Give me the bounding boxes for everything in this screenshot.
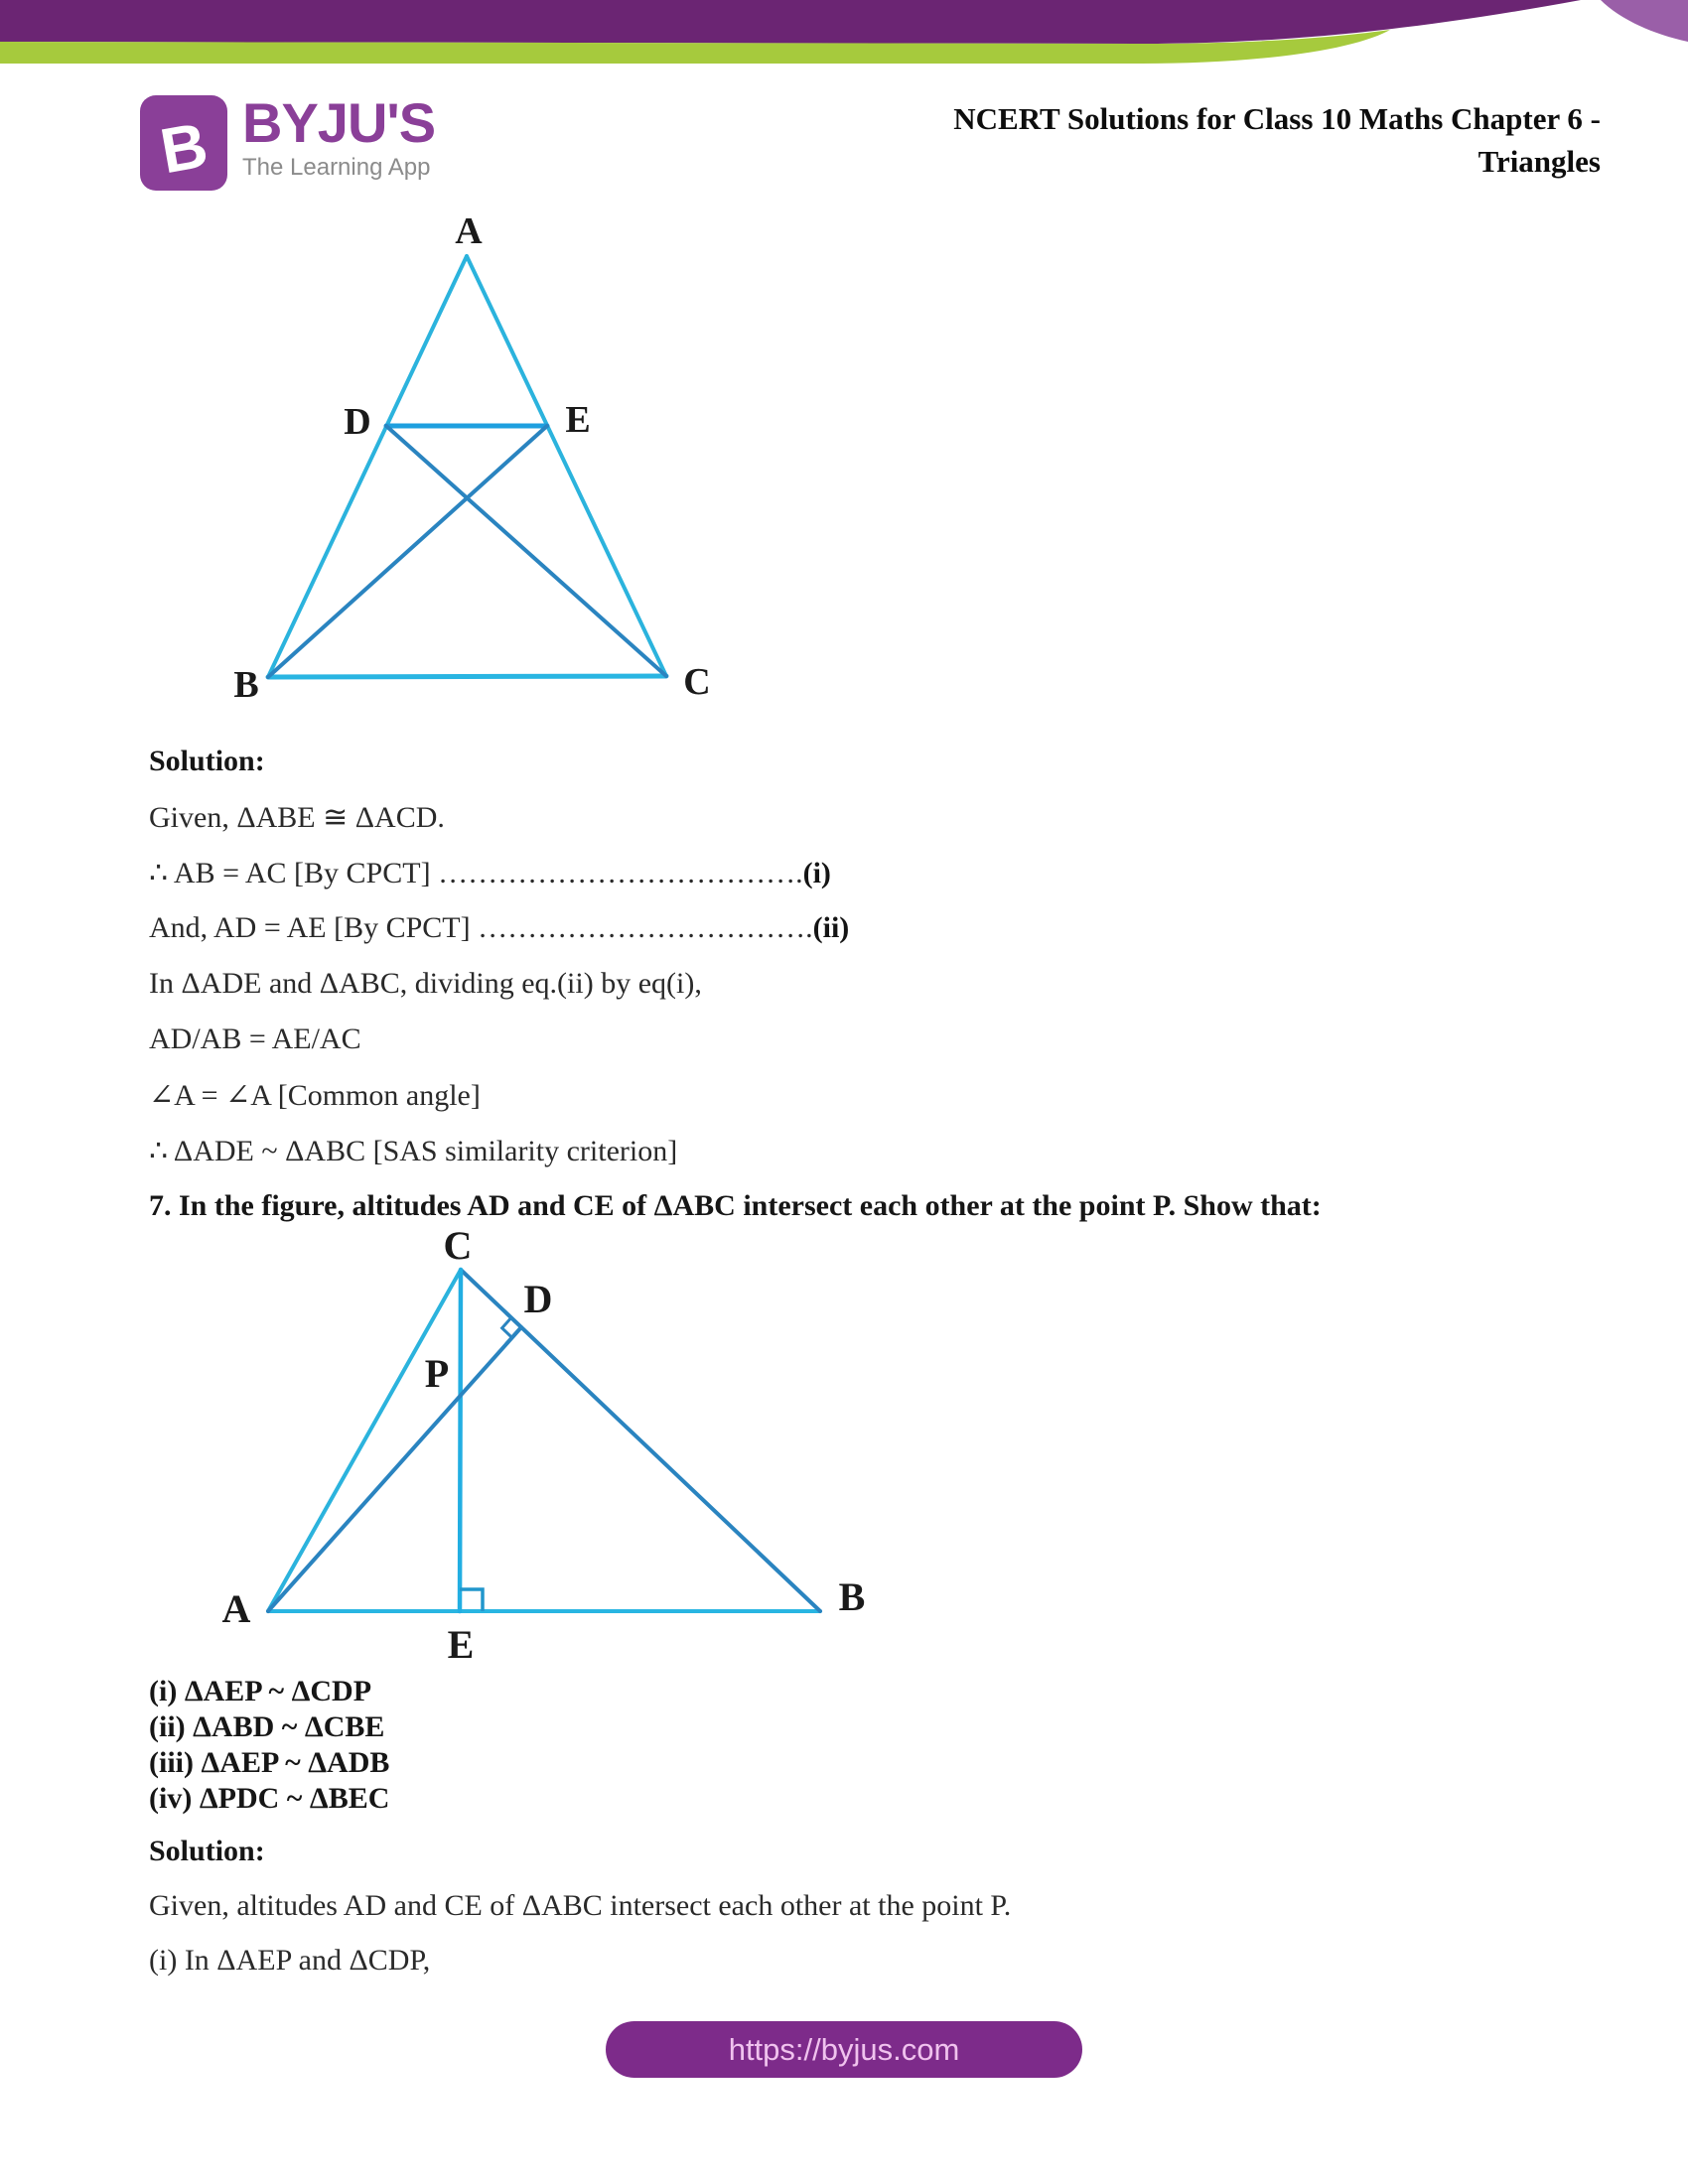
byjus-logo-icon — [139, 94, 228, 192]
solution2-heading: Solution: — [149, 1835, 265, 1867]
byjus-url-label: https://byjus.com — [728, 2031, 960, 2067]
document-title-line1: NCERT Solutions for Class 10 Maths Chapter 6 - — [953, 101, 1601, 136]
logo-tagline: The Learning App — [242, 154, 431, 181]
figure2-side-AC — [268, 1270, 461, 1611]
figure2-label-P: P — [424, 1351, 450, 1396]
figure2-right-angle-mark-D — [502, 1317, 512, 1337]
byjus-logo — [139, 91, 436, 192]
solution1-line-ab-equals-ac — [149, 856, 831, 890]
figure2-label-C: C — [443, 1231, 473, 1268]
question7-part-iv: (iv) ΔPDC ~ ΔBEC — [149, 1782, 390, 1815]
figure1-label-E: E — [565, 399, 591, 441]
solution1-line-dividing: In ΔADE and ΔABC, dividing eq.(ii) by eq(i), — [149, 967, 702, 1000]
figure1-label-A: A — [455, 210, 483, 252]
figure1-label-D: D — [344, 401, 371, 443]
figure2-right-angle-mark-E — [460, 1589, 483, 1611]
figure2-label-D: D — [523, 1277, 553, 1321]
document-title — [953, 97, 1601, 183]
figure2-label-A: A — [221, 1586, 251, 1631]
figure2-label-B: B — [838, 1574, 866, 1619]
figure1-side-BC — [268, 676, 666, 677]
line-i-ref: (i) — [802, 857, 831, 889]
question7-part-iii: (iii) ΔAEP ~ ΔADB — [149, 1746, 390, 1779]
solution1-line-common-angle: ∠A = ∠A [Common angle] — [149, 1079, 481, 1112]
logo-wordmark: BYJU'S — [242, 91, 436, 154]
figure1-label-B: B — [233, 664, 259, 706]
solution1-line-ratio: AD/AB = AE/AC — [149, 1023, 361, 1055]
header-wave-purple-light — [1601, 0, 1688, 42]
figure1-side-AB — [268, 256, 467, 677]
solution2-line-given: Given, altitudes AD and CE of ΔABC intersect each other at the point P. — [149, 1889, 1012, 1922]
solution1-line-ad-equals-ae — [149, 911, 849, 945]
line-i-text: ∴ AB = AC [By CPCT] — [149, 857, 439, 889]
question7-part-i: (i) ΔAEP ~ ΔCDP — [149, 1675, 372, 1707]
question7-text: 7. In the figure, altitudes AD and CE of ΔABC intersect each other at the point P. Show that: — [149, 1189, 1322, 1222]
logo-text-block — [242, 91, 436, 182]
figure2-altitude-CE — [460, 1270, 461, 1611]
figure1-side-AC — [467, 256, 666, 676]
figure1-segment-DC — [386, 426, 666, 676]
logo-icon-letter: B — [155, 108, 213, 188]
figure2-triangle-altitudes — [179, 1231, 894, 1668]
solution1-line-conclusion: ∴ ΔADE ~ ΔABC [SAS similarity criterion] — [149, 1135, 678, 1167]
solution2-line-part-i: (i) In ΔAEP and ΔCDP, — [149, 1944, 431, 1977]
figure2-altitude-AD — [268, 1327, 521, 1611]
line-ii-dots: ……………………………. — [478, 911, 813, 944]
figure1-label-C: C — [683, 661, 711, 703]
line-ii-ref: (ii) — [812, 911, 850, 944]
solution1-line-given: Given, ΔABE ≅ ΔACD. — [149, 801, 445, 834]
figure1-triangle-abc-de — [199, 204, 735, 710]
byjus-url-button[interactable] — [606, 2021, 1082, 2078]
figure2-label-E: E — [447, 1622, 475, 1667]
figure1-segment-EB — [268, 426, 547, 677]
figure2-side-CB — [461, 1270, 820, 1611]
solution1-heading: Solution: — [149, 745, 265, 777]
question7-part-ii: (ii) ΔABD ~ ΔCBE — [149, 1710, 385, 1743]
line-ii-text: And, AD = AE [By CPCT] — [149, 911, 479, 944]
document-title-line2: Triangles — [1477, 144, 1601, 179]
line-i-dots: ………………………………. — [438, 857, 803, 889]
